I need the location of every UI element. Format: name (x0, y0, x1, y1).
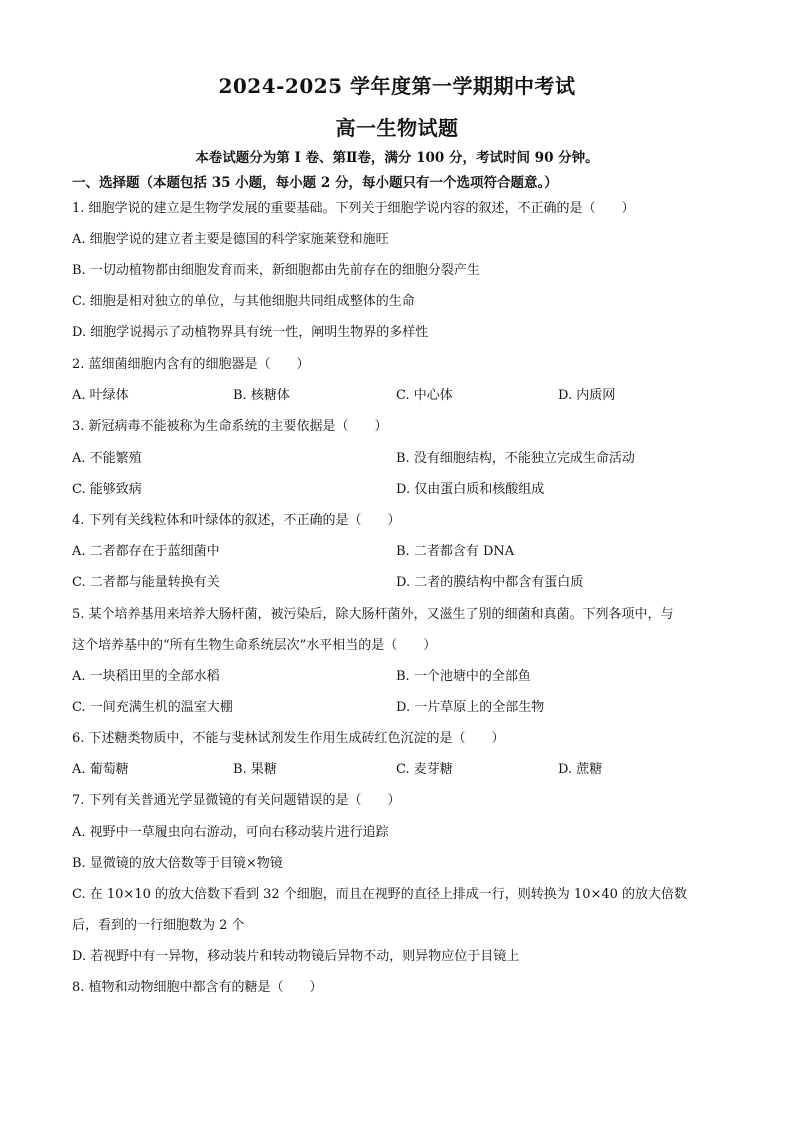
option-4b: B. 二者都含有 DNA (396, 544, 515, 559)
option-6c: C. 麦芽糖 (396, 762, 453, 777)
section-heading: 一、选择题（本题包括 35 小题，每小题 2 分，每小题只有一个选项符合题意。） (72, 175, 558, 191)
question-stem-2: 2. 蓝细菌细胞内含有的细胞器是（ ） (72, 357, 310, 372)
option-2b: B. 核糖体 (233, 388, 290, 403)
option-5b: B. 一个池塘中的全部鱼 (396, 669, 531, 684)
option-3b: B. 没有细胞结构，不能独立完成生命活动 (396, 451, 635, 466)
option-7a: A. 视野中一草履虫向右游动，可向右移动装片进行追踪 (72, 825, 389, 840)
option-7d: D. 若视野中有一异物，移动装片和转动物镜后异物不动，则异物应位于目镜上 (72, 949, 520, 964)
exam-subtitle: 高一生物试题 (335, 116, 459, 140)
option-7c: C. 在 10×10 的放大倍数下看到 32 个细胞，而且在视野的直径上排成一行，则转换为 10×40 的放大倍数 (72, 887, 688, 902)
option-4a: A. 二者都存在于蓝细菌中 (72, 544, 220, 559)
exam-title: 2024-2025 学年度第一学期期中考试 (218, 74, 576, 98)
option-1c: C. 细胞是相对独立的单位，与其他细胞共同组成整体的生命 (72, 294, 415, 309)
question-stem-8: 8. 植物和动物细胞中都含有的糖是（ ） (72, 980, 323, 995)
option-6d: D. 蔗糖 (558, 762, 603, 777)
option-5c: C. 一间充满生机的温室大棚 (72, 700, 233, 715)
option-2c: C. 中心体 (396, 388, 453, 403)
option-5a: A. 一块稻田里的全部水稻 (72, 669, 220, 684)
question-stem-1: 1. 细胞学说的建立是生物学发展的重要基础。下列关于细胞学说内容的叙述，不正确的是（ ） (72, 201, 635, 216)
question-stem-7: 7. 下列有关普通光学显微镜的有关问题错误的是（ ） (72, 793, 401, 808)
question-stem-5-cont: 这个培养基中的“所有生物生命系统层次”水平相当的是（ ） (72, 638, 437, 653)
question-stem-4: 4. 下列有关线粒体和叶绿体的叙述，不正确的是（ ） (72, 513, 401, 528)
option-1d: D. 细胞学说揭示了动植物界具有统一性，阐明生物界的多样性 (72, 325, 429, 340)
option-3a: A. 不能繁殖 (72, 451, 142, 466)
exam-instructions: 本卷试题分为第 I 卷、第Ⅱ卷，满分 100 分，考试时间 90 分钟。 (195, 150, 599, 166)
option-1b: B. 一切动植物都由细胞发育而来，新细胞都由先前存在的细胞分裂产生 (72, 263, 480, 278)
option-3c: C. 能够致病 (72, 482, 142, 497)
option-2a: A. 叶绿体 (72, 388, 129, 403)
question-stem-6: 6. 下述糖类物质中，不能与斐林试剂发生作用生成砖红色沉淀的是（ ） (72, 731, 505, 746)
option-5d: D. 一片草原上的全部生物 (396, 700, 545, 715)
option-6b: B. 果糖 (233, 762, 277, 777)
option-4c: C. 二者都与能量转换有关 (72, 575, 220, 590)
option-6a: A. 葡萄糖 (72, 762, 129, 777)
option-1a: A. 细胞学说的建立者主要是德国的科学家施莱登和施旺 (72, 232, 389, 247)
question-stem-3: 3. 新冠病毒不能被称为生命系统的主要依据是（ ） (72, 419, 388, 434)
option-3d: D. 仅由蛋白质和核酸组成 (396, 482, 545, 497)
option-7b: B. 显微镜的放大倍数等于目镜×物镜 (72, 856, 283, 871)
option-7c-cont: 后，看到的一行细胞数为 2 个 (72, 918, 245, 933)
option-4d: D. 二者的膜结构中都含有蛋白质 (396, 575, 584, 590)
question-stem-5: 5. 某个培养基用来培养大肠杆菌，被污染后，除大肠杆菌外，又滋生了别的细菌和真菌。下列各项中，与 (72, 607, 674, 622)
option-2d: D. 内质网 (558, 388, 616, 403)
